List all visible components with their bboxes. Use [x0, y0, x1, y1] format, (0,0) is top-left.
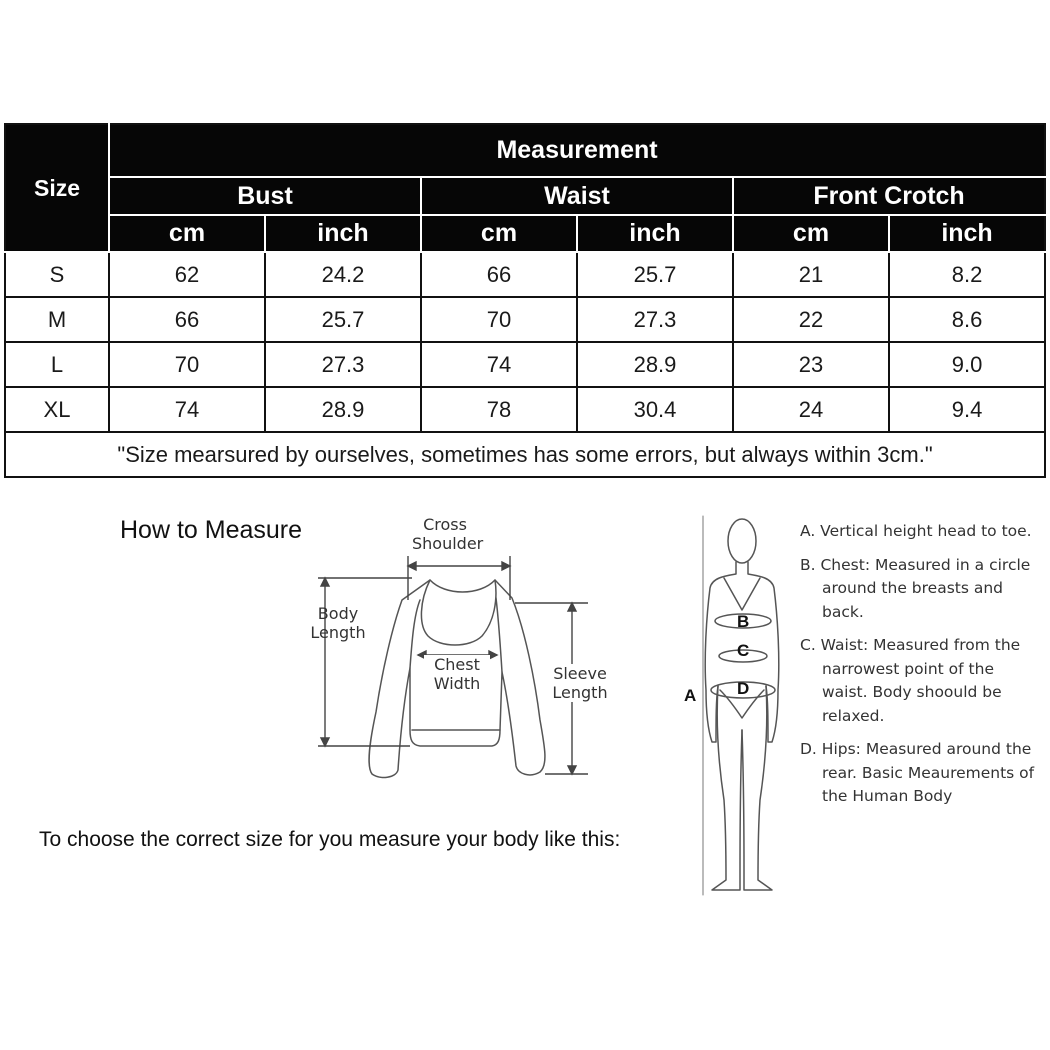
value-cell: 25.7	[265, 297, 421, 342]
value-cell: 9.4	[889, 387, 1045, 432]
label-line: Length	[552, 683, 608, 702]
legend-item-a: A. Vertical height head to toe.	[800, 522, 1032, 540]
value-cell: 24	[733, 387, 889, 432]
table-row	[5, 252, 1045, 297]
label-line: Body	[317, 604, 359, 623]
arrowhead	[321, 578, 329, 586]
body-right-leg	[742, 686, 772, 890]
label-line: Length	[310, 623, 366, 642]
arrowhead	[489, 651, 497, 659]
label-line: Cross	[423, 515, 467, 534]
value-cell: 62	[109, 252, 265, 297]
value-cell: 22	[733, 297, 889, 342]
value-cell: 27.3	[265, 342, 421, 387]
arrowhead	[502, 562, 510, 570]
measurement-legend	[800, 520, 1040, 819]
value-cell: 70	[421, 297, 577, 342]
arrowhead	[321, 738, 329, 746]
letter-d: D	[737, 679, 750, 698]
value-cell: 30.4	[577, 387, 733, 432]
size-cell: XL	[5, 387, 109, 432]
chest-width-label	[424, 655, 490, 693]
arrowhead	[568, 766, 576, 774]
size-cell: L	[5, 342, 109, 387]
value-cell: 74	[109, 387, 265, 432]
human-body-figure	[703, 516, 779, 895]
value-cell: 78	[421, 387, 577, 432]
value-cell: 28.9	[577, 342, 733, 387]
unit-header: cm	[421, 215, 577, 252]
value-cell: 9.0	[889, 342, 1045, 387]
value-cell: 21	[733, 252, 889, 297]
letter-a: A	[684, 686, 697, 705]
unit-header: cm	[733, 215, 889, 252]
arrowhead	[408, 562, 416, 570]
arrowhead	[568, 603, 576, 611]
table-note: "Size mearsured by ourselves, sometimes has some errors, but always within 3cm."	[5, 432, 1045, 477]
label-line: Width	[433, 674, 481, 693]
table-row	[5, 387, 1045, 432]
body-length-label	[304, 604, 372, 642]
body-head	[728, 519, 756, 563]
sleeve-length-label	[546, 664, 614, 702]
value-cell: 66	[421, 252, 577, 297]
waist-header: Waist	[421, 177, 733, 215]
body-right-side	[748, 562, 779, 742]
shirt-armhole-right	[496, 598, 502, 672]
value-cell: 24.2	[265, 252, 421, 297]
value-cell: 25.7	[577, 252, 733, 297]
value-cell: 66	[109, 297, 265, 342]
cross-shoulder-label	[412, 515, 484, 553]
legend-item-d: D. Hips: Measured around the rear. Basic Meaurements of the Human Body	[800, 740, 1035, 805]
legend-item-c: C. Waist: Measured from the narrowest point of the waist. Body shoould be relaxed.	[800, 636, 1021, 725]
size-column-header: Size	[5, 124, 109, 252]
body-swimsuit-top	[724, 578, 760, 610]
legend-item-b: B. Chest: Measured in a circle around the breasts and back.	[800, 555, 1031, 621]
unit-header: inch	[889, 215, 1045, 252]
value-cell: 23	[733, 342, 889, 387]
label-line: Sleeve	[553, 664, 607, 683]
unit-header: inch	[265, 215, 421, 252]
table-row	[5, 342, 1045, 387]
shirt-armhole-left	[410, 600, 420, 668]
label-line: Shoulder	[412, 534, 484, 553]
value-cell: 28.9	[265, 387, 421, 432]
bust-header: Bust	[109, 177, 421, 215]
unit-header: cm	[109, 215, 265, 252]
body-left-leg	[712, 686, 742, 890]
size-cell: M	[5, 297, 109, 342]
front-crotch-header: Front Crotch	[733, 177, 1045, 215]
how-to-measure-title: How to Measure	[120, 516, 303, 544]
unit-header: inch	[577, 215, 733, 252]
measure-instruction: To choose the correct size for you measure your body like this:	[39, 828, 621, 851]
size-cell: S	[5, 252, 109, 297]
measurement-header: Measurement	[109, 124, 1045, 177]
value-cell: 74	[421, 342, 577, 387]
letter-c: C	[737, 641, 750, 660]
value-cell: 8.2	[889, 252, 1045, 297]
size-chart-table	[4, 123, 1046, 478]
letter-b: B	[737, 612, 750, 631]
body-left-side	[705, 562, 736, 742]
table-row	[5, 297, 1045, 342]
value-cell: 27.3	[577, 297, 733, 342]
shirt-neckline	[421, 580, 496, 645]
label-line: Chest	[434, 655, 480, 674]
value-cell: 70	[109, 342, 265, 387]
value-cell: 8.6	[889, 297, 1045, 342]
